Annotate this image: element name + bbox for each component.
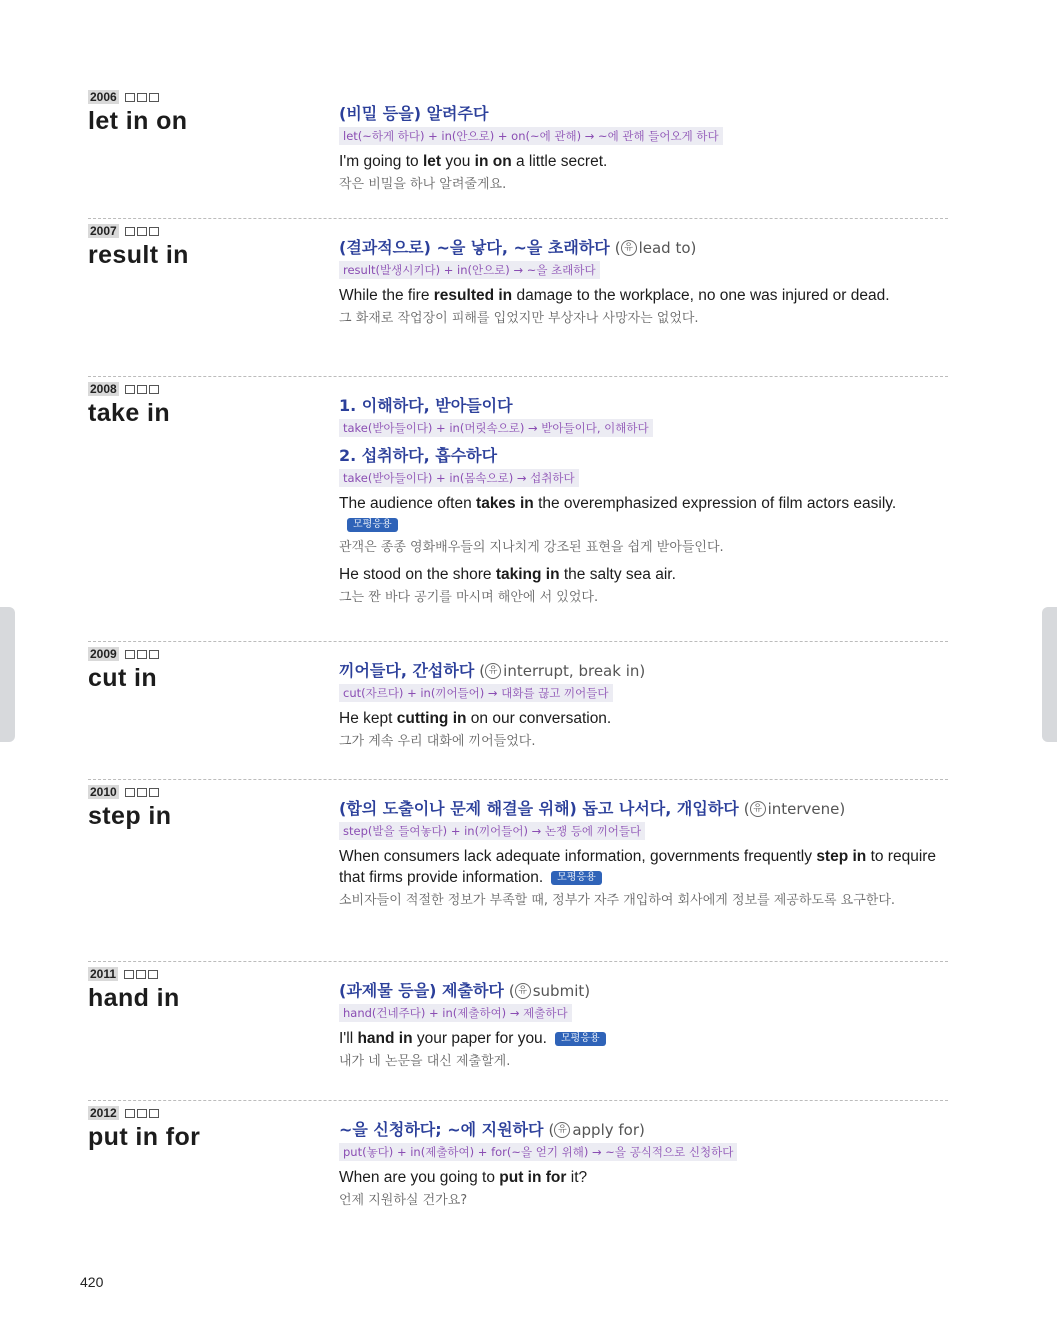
entry-number: 2006	[90, 90, 117, 104]
example-text: I'm going to	[339, 153, 423, 170]
example-text: to require that firms provide information.	[339, 848, 937, 886]
review-checkbox[interactable]	[137, 1109, 147, 1118]
synonym-text: submit	[532, 982, 585, 1000]
entry-header	[88, 222, 328, 270]
entry-header	[88, 965, 328, 1013]
example-keyword: in on	[474, 153, 512, 170]
meaning-text: 끼어들다, 간섭하다	[339, 661, 475, 680]
example-translation: 그는 짠 바다 공기를 마시며 해안에 서 있었다.	[339, 590, 599, 605]
headword: take in	[88, 399, 170, 427]
sense	[339, 980, 948, 1022]
example-text: He stood on the shore	[339, 566, 496, 583]
entry-header	[88, 645, 328, 693]
example-text: the overemphasized expression of film actors easily.	[533, 495, 897, 512]
example-text: a little secret.	[511, 153, 608, 170]
synonym: ( 유 intervene )	[743, 800, 846, 818]
example-keyword: hand in	[357, 1030, 413, 1047]
meaning	[339, 395, 948, 417]
review-checkbox[interactable]	[136, 970, 146, 979]
example-translation: 내가 네 논문을 대신 제출할게.	[339, 1054, 511, 1069]
review-checkbox[interactable]	[137, 385, 147, 394]
example-keyword: takes in	[476, 495, 534, 512]
example-text: When consumers lack adequate information, governments frequently	[339, 848, 817, 865]
meaning-text: (과제물 등을) 제출하다	[339, 981, 504, 1000]
etymology: result(발생시키다) + in(안으로) → ~을 초래하다	[339, 261, 600, 279]
meaning-text: (비밀 등을) 알려주다	[339, 104, 489, 123]
synonym-icon: 유	[621, 240, 637, 256]
entry-number: 2009	[90, 647, 117, 661]
review-checkbox[interactable]	[137, 227, 147, 236]
meaning	[339, 237, 948, 259]
review-checkbox[interactable]	[125, 1109, 135, 1118]
source-badge: 모평응용	[555, 1032, 606, 1046]
vocab-entry	[88, 380, 948, 642]
example-text: I'll	[339, 1030, 358, 1047]
synonym: ( 유 submit )	[508, 982, 591, 1000]
sense	[339, 237, 948, 279]
review-checkbox[interactable]	[137, 788, 147, 797]
entry-header	[88, 88, 328, 136]
entry-body	[339, 1104, 948, 1211]
entry-number: 2007	[90, 224, 117, 238]
entry-number: 2011	[90, 967, 117, 981]
example-text: The audience often	[339, 495, 477, 512]
vocab-entry	[88, 783, 948, 962]
example-translation: 작은 비밀을 하나 알려줄게요.	[339, 177, 507, 192]
checkbox-group[interactable]	[125, 1109, 159, 1118]
source-badge: 모평응용	[551, 871, 602, 885]
example-sentence	[339, 708, 948, 729]
entry-header	[88, 380, 328, 428]
etymology: take(받아들이다) + in(몸속으로) → 섭취하다	[339, 469, 579, 487]
synonym-icon: 유	[750, 801, 766, 817]
example-sentence	[339, 285, 948, 306]
review-checkbox[interactable]	[149, 385, 159, 394]
synonym: ( 유 interrupt, break in )	[479, 662, 646, 680]
etymology: put(놓다) + in(제출하여) + for(~을 얻기 위해) → ~을 공식적으로 신청하다	[339, 1143, 737, 1161]
meaning	[339, 660, 948, 682]
etymology: cut(자르다) + in(끼어들어) → 대화를 끊고 끼어들다	[339, 684, 613, 702]
meaning-text: 2. 섭취하다, 흡수하다	[339, 446, 498, 465]
synonym-icon: 유	[554, 1122, 570, 1138]
example-text: damage to the workplace, no one was injured or dead.	[512, 287, 890, 304]
checkbox-group[interactable]	[124, 970, 158, 979]
example-text: your paper for you.	[412, 1030, 547, 1047]
checkbox-group[interactable]	[125, 650, 159, 659]
meaning	[339, 103, 948, 125]
example-text: on our conversation.	[466, 710, 612, 727]
vocab-entry	[88, 965, 948, 1101]
headword: put in for	[88, 1123, 201, 1151]
sense	[339, 395, 948, 437]
entry-number: 2012	[90, 1106, 117, 1120]
headword: cut in	[88, 664, 158, 692]
synonym-text: lead to	[638, 239, 691, 257]
review-checkbox[interactable]	[125, 93, 135, 102]
review-checkbox[interactable]	[137, 93, 147, 102]
example-keyword: resulted in	[433, 287, 513, 304]
headword: result in	[88, 241, 189, 269]
vocab-entry	[88, 1104, 948, 1254]
example-sentence	[339, 493, 948, 535]
example-keyword: let	[422, 153, 442, 170]
example-translation: 관객은 종종 영화배우들의 지나치게 강조된 표현을 쉽게 받아들인다.	[339, 540, 724, 555]
example-text: He kept	[339, 710, 397, 727]
example-translation: 언제 지원하실 건가요?	[339, 1193, 468, 1208]
entry-body	[339, 965, 948, 1072]
meaning	[339, 445, 948, 467]
example-sentence	[339, 151, 948, 172]
entry-number: 2010	[90, 785, 117, 799]
entry-body	[339, 645, 948, 752]
synonym-icon: 유	[515, 983, 531, 999]
right-page-tab[interactable]	[1042, 607, 1057, 742]
synonym-icon: 유	[485, 663, 501, 679]
review-checkbox[interactable]	[137, 650, 147, 659]
meaning-text: (합의 도출이나 문제 해결을 위해) 돕고 나서다, 개입하다	[339, 799, 739, 818]
meaning-text: ~을 신청하다; ~에 지원하다	[339, 1120, 544, 1139]
review-checkbox[interactable]	[149, 93, 159, 102]
left-page-tab[interactable]	[0, 607, 15, 742]
sense	[339, 660, 948, 702]
entry-body	[339, 222, 948, 329]
entry-list	[88, 88, 948, 1254]
headword: let in on	[88, 107, 188, 135]
entry-header	[88, 783, 328, 831]
entry-header	[88, 1104, 328, 1152]
example-translation: 소비자들이 적절한 정보가 부족할 때, 정부가 자주 개입하여 회사에게 정보를 제공하도록 요구한다.	[339, 893, 896, 908]
review-checkbox[interactable]	[125, 788, 135, 797]
checkbox-group[interactable]	[125, 788, 159, 797]
example-text: While the fire	[339, 287, 434, 304]
checkbox-group[interactable]	[125, 227, 159, 236]
example-text: the salty sea air.	[559, 566, 676, 583]
entry-number: 2008	[90, 382, 117, 396]
etymology: hand(건네주다) + in(제출하여) → 제출하다	[339, 1004, 572, 1022]
synonym-text: interrupt, break in	[503, 662, 640, 680]
example-sentence	[339, 1028, 948, 1049]
meaning-text: 1. 이해하다, 받아들이다	[339, 396, 513, 415]
page-number: 420	[80, 1274, 104, 1290]
sense	[339, 103, 948, 145]
synonym-text: apply for	[572, 1121, 640, 1139]
example-keyword: step in	[816, 848, 867, 865]
meaning	[339, 798, 948, 820]
headword: step in	[88, 802, 172, 830]
example-translation: 그 화재로 작업장이 피해를 입었지만 부상자나 사망자는 없었다.	[339, 311, 699, 326]
example-translation: 그가 계속 우리 대화에 끼어들었다.	[339, 734, 536, 749]
review-checkbox[interactable]	[149, 227, 159, 236]
meaning	[339, 980, 948, 1002]
example-sentence	[339, 846, 948, 888]
review-checkbox[interactable]	[148, 970, 158, 979]
example-keyword: put in for	[499, 1169, 567, 1186]
meaning	[339, 1119, 948, 1141]
checkbox-group[interactable]	[125, 93, 159, 102]
meaning-text: (결과적으로) ~을 낳다, ~을 초래하다	[339, 238, 610, 257]
vocab-entry	[88, 88, 948, 219]
etymology: let(~하게 하다) + in(안으로) + on(~에 관해) → ~에 관해 들어오게 하다	[339, 127, 723, 145]
entry-body	[339, 88, 948, 195]
entry-body	[339, 380, 948, 608]
vocab-entry	[88, 222, 948, 377]
review-checkbox[interactable]	[125, 227, 135, 236]
synonym: ( 유 lead to )	[614, 239, 697, 257]
example-sentence	[339, 564, 948, 585]
checkbox-group[interactable]	[125, 385, 159, 394]
headword: hand in	[88, 984, 180, 1012]
example-sentence	[339, 1167, 948, 1188]
review-checkbox[interactable]	[149, 788, 159, 797]
review-checkbox[interactable]	[124, 970, 134, 979]
example-text: it?	[566, 1169, 588, 1186]
synonym: ( 유 apply for )	[548, 1121, 645, 1139]
entry-body	[339, 783, 948, 911]
review-checkbox[interactable]	[125, 650, 135, 659]
example-text: When are you going to	[339, 1169, 500, 1186]
sense	[339, 798, 948, 840]
vocab-entry	[88, 645, 948, 780]
example-text: you	[441, 153, 475, 170]
sense	[339, 1119, 948, 1161]
review-checkbox[interactable]	[149, 1109, 159, 1118]
example-keyword: cutting in	[396, 710, 467, 727]
source-badge: 모평응용	[347, 518, 398, 532]
example-keyword: taking in	[495, 566, 560, 583]
sense	[339, 445, 948, 487]
etymology: take(받아들이다) + in(머릿속으로) → 받아들이다, 이해하다	[339, 419, 653, 437]
review-checkbox[interactable]	[125, 385, 135, 394]
etymology: step(발을 들여놓다) + in(끼어들어) → 논쟁 등에 끼어들다	[339, 822, 645, 840]
synonym-text: intervene	[767, 800, 840, 818]
review-checkbox[interactable]	[149, 650, 159, 659]
